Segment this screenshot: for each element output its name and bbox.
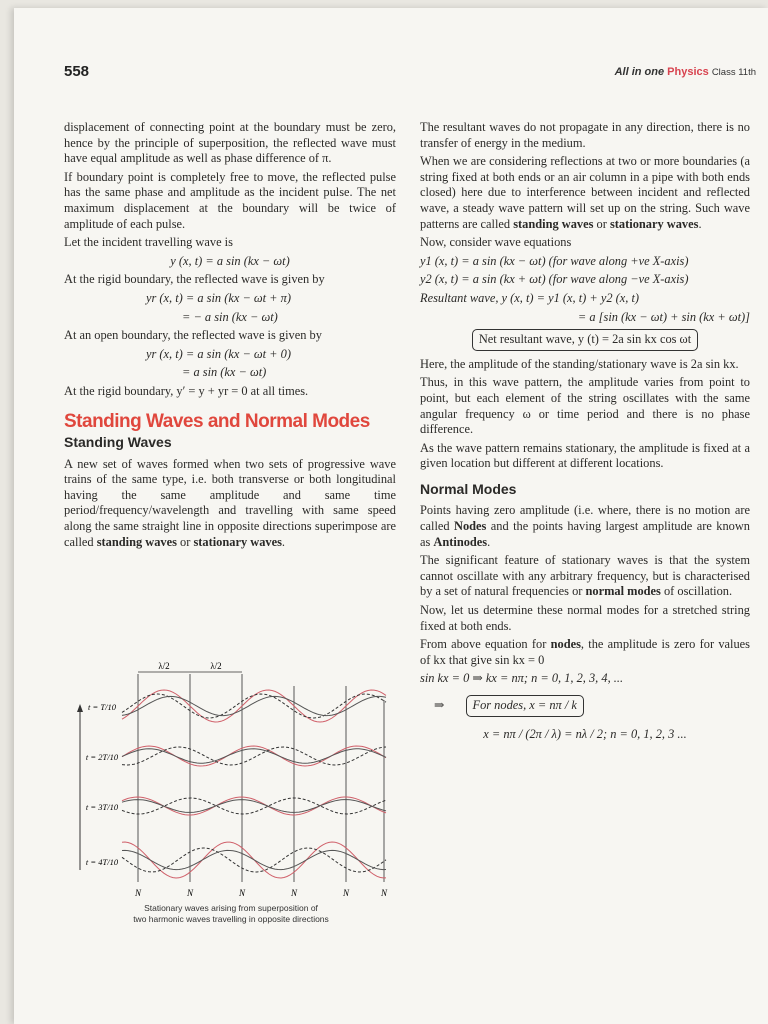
paragraph: At the rigid boundary, the reflected wave is given by xyxy=(64,272,325,287)
left-column xyxy=(64,120,396,553)
paragraph: As the wave pattern remains stationary, the amplitude is fixed at a given location but different at different locations. xyxy=(420,440,750,471)
right-column xyxy=(420,120,750,745)
paragraph xyxy=(420,154,750,232)
bold-term: stationary waves xyxy=(609,216,699,231)
paragraph: At the rigid boundary, y′ = y + yr = 0 at all times. xyxy=(64,383,309,398)
caption-line: two harmonic waves travelling in opposite directions xyxy=(133,914,329,924)
paragraph xyxy=(420,553,750,600)
bold-term: nodes xyxy=(550,637,581,652)
paragraph xyxy=(420,637,750,668)
paragraph: Here, the amplitude of the standing/stationary wave is 2a sin kx. xyxy=(420,356,739,371)
bold-term: Nodes xyxy=(454,519,487,534)
equation: yr (x, t) = a sin (kx − ωt + 0) xyxy=(146,346,291,361)
node-label: N xyxy=(134,888,142,898)
bold-term: standing waves xyxy=(96,534,177,549)
textbook-page xyxy=(14,8,768,1024)
brand-name: All in one xyxy=(614,66,665,78)
text: , the amplitude is zero for values of kx that give sin kx = 0 xyxy=(420,637,750,667)
implies-symbol: ⇒ xyxy=(434,698,445,712)
paragraph: Let the incident travelling wave is xyxy=(64,235,233,250)
paragraph-text: A new set of waves formed when two sets of progressive wave trains of the same type, i.e. both transverse or both longitudinal having the same amplitude and same time period/frequency/wavelength and travelling with same speed along the same straight line in opposite directions superimpose are called xyxy=(64,456,396,549)
class-name: Class 11th xyxy=(711,67,756,78)
text: . xyxy=(698,216,702,231)
figure-caption xyxy=(96,903,366,925)
text: of oscillation. xyxy=(660,584,733,599)
paragraph-text: From above equation for xyxy=(420,637,551,652)
node-label: N xyxy=(238,888,246,898)
caption-line: Stationary waves arising from superposition of xyxy=(144,903,318,913)
paragraph xyxy=(420,503,750,550)
equation: yr (x, t) = a sin (kx − ωt + π) xyxy=(146,290,291,305)
text: or xyxy=(593,216,610,231)
node-label: N xyxy=(342,888,350,898)
time-label: t = 4T/10 xyxy=(85,857,119,867)
equation: Resultant wave, y (x, t) = y1 (x, t) + y2 (x, t) xyxy=(420,290,640,305)
node-label: N xyxy=(186,888,194,898)
running-header xyxy=(615,66,756,78)
bold-term: stationary waves xyxy=(193,534,282,549)
paragraph-text: Points having zero amplitude (i.e. where, there is no motion are called xyxy=(420,503,750,534)
equation: = a [sin (kx − ωt) + sin (kx + ωt)] xyxy=(577,309,750,324)
equation: y (x, t) = a sin (kx − ωt) xyxy=(170,253,290,268)
section-title: Standing Waves and Normal Modes xyxy=(64,410,370,432)
paragraph: displacement of connecting point at the boundary must be zero, hence by the principle of superposition, the reflected wave must have equal amplitude as well as phase difference of π. xyxy=(64,120,396,166)
subsection-title: Standing Waves xyxy=(64,434,172,451)
text: and the points having largest amplitude are known as xyxy=(420,519,750,549)
equation: y1 (x, t) = a sin (kx − ωt) (for wave along +ve X-axis) xyxy=(420,253,689,268)
subsection-title: Normal Modes xyxy=(420,480,517,497)
time-label: t = 3T/10 xyxy=(85,802,119,812)
bold-term: standing waves xyxy=(513,216,594,231)
text: or xyxy=(176,534,194,549)
equation: = a sin (kx − ωt) xyxy=(182,365,267,380)
page-number: 558 xyxy=(64,63,90,80)
text: . xyxy=(487,534,491,549)
paragraph: The resultant waves do not propagate in any direction, there is no transfer of energy in the medium. xyxy=(420,120,750,150)
node-label: N xyxy=(380,888,388,898)
paragraph-text: When we are considering reflections at two or more boundaries (a string fixed at both ends or an air column in a pipe with both ends closed) here due to interference between incident and reflected wave, a steady wave pattern will set up on the string. Such wave patterns are called xyxy=(420,154,750,231)
node-label: N xyxy=(290,888,298,898)
paragraph: Now, let us determine these normal modes for a stretched string fixed at both ends. xyxy=(420,603,750,633)
lambda-label: λ/2 xyxy=(210,661,222,671)
bold-term: normal modes xyxy=(585,584,661,599)
lambda-label: λ/2 xyxy=(158,661,170,671)
paragraph xyxy=(64,457,396,551)
paragraph: Now, consider wave equations xyxy=(420,235,572,250)
time-label: t = T/10 xyxy=(88,702,116,712)
time-axis-arrow-icon xyxy=(77,704,83,712)
paragraph: If boundary point is completely free to move, the reflected pulse has the same phase and amplitude as the incident pulse. The net maximum displacement at the boundary will be twice of amplitude of each pulse. xyxy=(64,169,396,231)
boxed-result: For nodes, x = nπ / k xyxy=(466,695,584,717)
bold-term: Antinodes xyxy=(433,534,488,549)
paragraph-text: The significant feature of stationary waves is that the system cannot oscillate with any arbitrary frequency, but is characterised by a set of natural frequencies or xyxy=(420,553,750,599)
time-label: t = 2T/10 xyxy=(85,752,119,762)
paragraph: Thus, in this wave pattern, the amplitude varies from point to point, but each element of the string oscillates with the same angular frequency ω or time period and there is no phase difference. xyxy=(420,375,750,437)
equation: y2 (x, t) = a sin (kx + ωt) (for wave along −ve X-axis) xyxy=(420,272,689,287)
equation: sin kx = 0 ⇒ kx = nπ; n = 0, 1, 2, 3, 4, ... xyxy=(420,671,624,686)
paragraph: At an open boundary, the reflected wave is given by xyxy=(64,328,322,343)
equation: x = nπ / (2π / λ) = nλ / 2; n = 0, 1, 2, 3 ... xyxy=(483,726,687,741)
standing-wave-figure xyxy=(66,660,396,900)
equation: = − a sin (kx − ωt) xyxy=(182,309,278,324)
text: . xyxy=(281,534,286,549)
boxed-result: Net resultant wave, y (t) = 2a sin kx cos ωt xyxy=(472,329,698,351)
subject-name: Physics xyxy=(667,66,709,78)
